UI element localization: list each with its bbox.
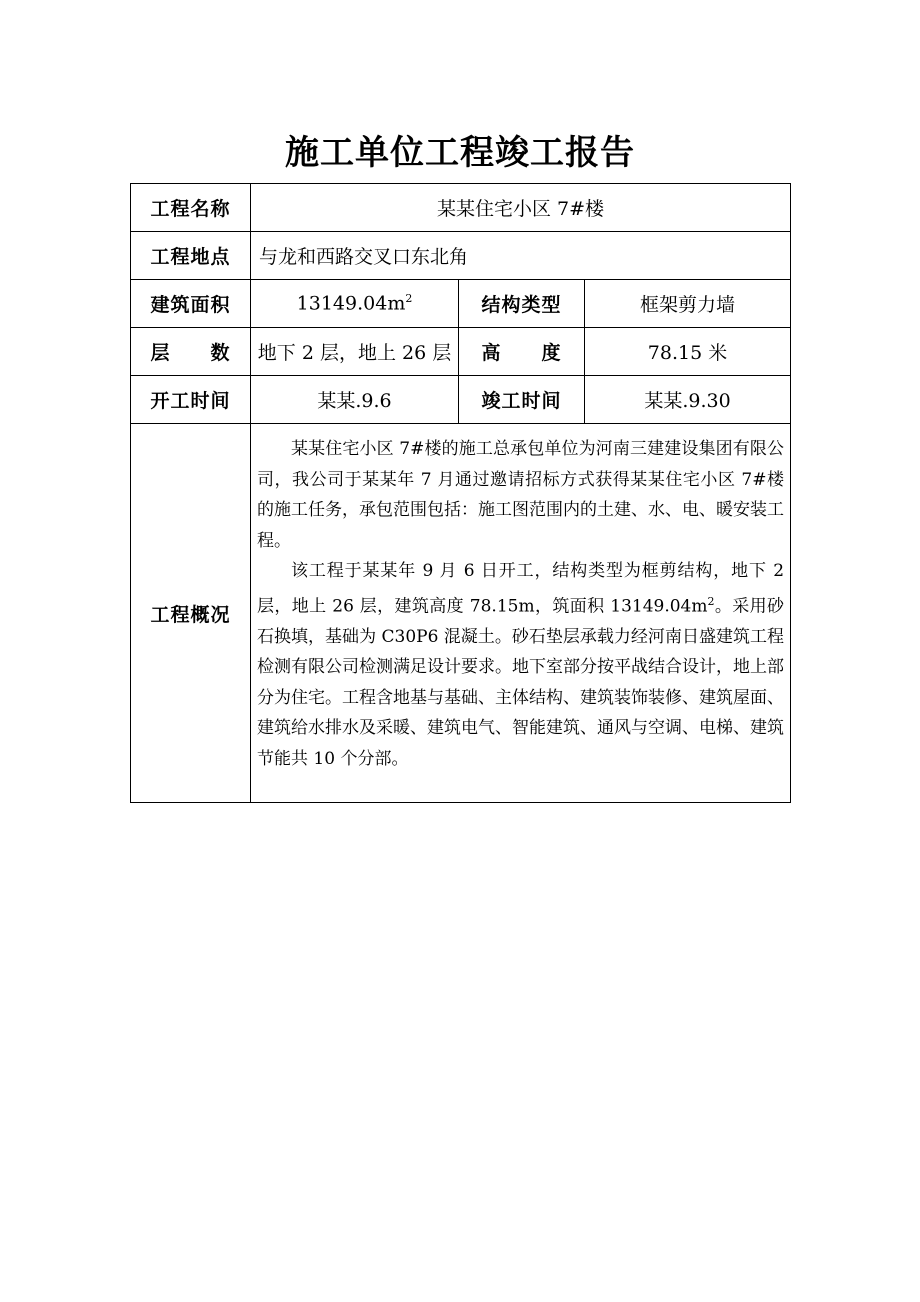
project-location-value: 与龙和西路交叉口东北角 bbox=[251, 232, 791, 280]
row-area-structure bbox=[131, 280, 791, 328]
completion-time-label: 竣工时间 bbox=[459, 376, 585, 424]
floors-value: 地下 2 层，地上 26 层 bbox=[251, 328, 459, 376]
row-floors-height bbox=[131, 328, 791, 376]
row-project-name bbox=[131, 184, 791, 232]
completion-time-value: 某某.9.30 bbox=[585, 376, 791, 424]
building-area-label bbox=[131, 280, 251, 328]
building-area-label-text: 建筑面积 bbox=[150, 294, 231, 316]
summary-paragraph-2b: 。采用砂石换填，基础为 C30P6 混凝土。砂石垫层承载力经河南日盛建筑工程检测有限公司检测满足设计要求。地下室部分按平战结合设计，地上部分为住宅。工程含地基与基础、主体结构、建筑装饰装修、建筑屋面、建筑给水排水及采暖、建筑电气、智能建筑、通风与空调、电梯、建筑节能共 10 个分部。 bbox=[257, 596, 785, 769]
project-name-value: 某某住宅小区 7#楼 bbox=[251, 184, 791, 232]
row-dates bbox=[131, 376, 791, 424]
building-area-unit-sup: 2 bbox=[405, 292, 413, 306]
structure-type-value: 框架剪力墙 bbox=[585, 280, 791, 328]
height-value: 78.15 米 bbox=[585, 328, 791, 376]
floors-label: 层 数 bbox=[131, 328, 251, 376]
structure-type-label: 结构类型 bbox=[459, 280, 585, 328]
page-title: 施工单位工程竣工报告 bbox=[285, 133, 635, 173]
row-project-location bbox=[131, 232, 791, 280]
summary-paragraph-2a: 该工程于某某年 9 月 6 日开工，结构类型为框剪结构，地下 2 层，地上 26 层，建筑高度 78.15m，筑面积 13149.04m bbox=[257, 561, 785, 617]
report-table bbox=[130, 183, 791, 803]
start-time-label: 开工时间 bbox=[131, 376, 251, 424]
row-summary bbox=[131, 424, 791, 803]
building-area-value bbox=[251, 280, 459, 328]
height-label: 高 度 bbox=[459, 328, 585, 376]
start-time-value: 某某.9.6 bbox=[251, 376, 459, 424]
summary-paragraph-1: 某某住宅小区 7#楼的施工总承包单位为河南三建建设集团有限公司，我公司于某某年 7 月通过邀请招标方式获得某某住宅小区 7#楼的施工任务，承包范围包括：施工图范围内的土建、水、电、暖安装工程。 bbox=[257, 439, 785, 551]
project-name-label: 工程名称 bbox=[131, 184, 251, 232]
summary-content bbox=[251, 424, 791, 803]
project-location-label: 工程地点 bbox=[131, 232, 251, 280]
summary-paragraph-2 bbox=[257, 556, 784, 774]
summary-label: 工程概况 bbox=[131, 424, 251, 803]
building-area-number: 13149.04m bbox=[296, 292, 406, 315]
summary-paragraph-2-sup: 2 bbox=[707, 594, 715, 608]
